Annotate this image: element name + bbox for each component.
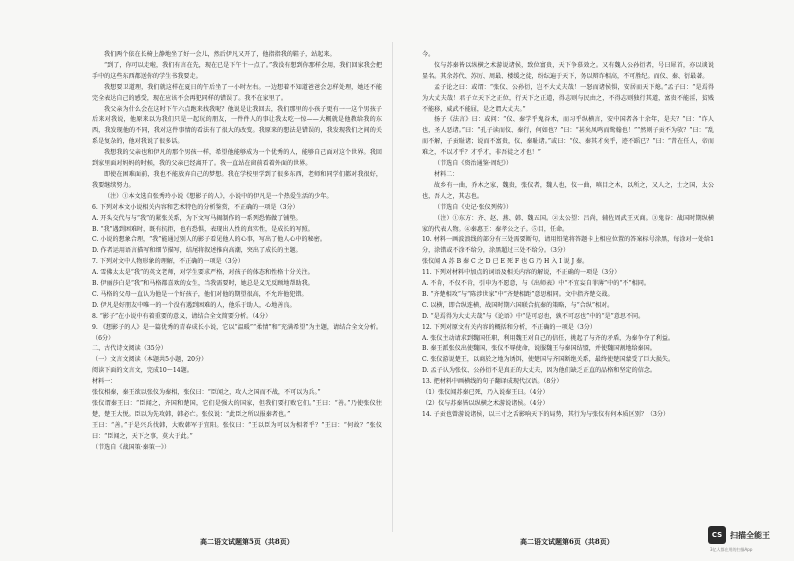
right-page-footer: 高二语文试题第6页（共8页）: [520, 537, 614, 546]
left_page-questions-8: C. 马格的父母一直认为他是一个好孩子，他们对他的期望很高，不允许他犯错。: [92, 290, 308, 298]
camscanner-logo-icon: CS: [708, 526, 726, 544]
camscanner-sub: 3亿人都在用的扫描App: [710, 547, 753, 552]
right_page-questions-14: （2）仪与苏秦皆以纵横之术游说诸侯。（4分）: [422, 400, 549, 407]
left_page-questions-4: D. 作者运用语言描写和细节描写，结尾将叙述推向高潮，突出了成长的主题。: [92, 247, 302, 255]
left_page-paragraphs-3: 我父亲为什么会在这时下午六点跑来找我呢？他说是让我回去，我们那里的小孩子更有一一这个男孩子后来对我说，他原来以为我们只是一起玩的朋友，一件件人的事让我太吃一惊——大概就是他教给我的东西，我发现他的不同，我对这件事情的看法有了很大的改变。我原来的想法是错误的，我发现我们之间的关系是复杂的，他对我说了很多话。: [92, 105, 382, 146]
right_page-questions-11: D. 孟子认为张仪、公孙衍不是真正的大丈夫，因为他们缺乏正直的品格和坚定的信念。: [422, 367, 657, 375]
right_page-paragraphs-3: （节选自《资治通鉴·周纪》）: [434, 160, 513, 168]
right_page-paragraphs-7: （注）①东方：齐、赵、燕、韩、魏五国。②太公望：吕尚，辅佐周武王灭商。③鬼谷：战国时期纵横家的代表人物。④秦惠王：秦孝公之子。⑤目，任命。: [422, 214, 714, 233]
left_page-paragraphs-1: “到了，你可以走啦，我们有言在先，现在已是下午十一点了。”我没有想到你那样会用，我们回家我会把手中的这些东西都送你的学生书我要走。: [92, 61, 382, 80]
left_page-questions-7: B. 伊丽莎白是“我”和马格都喜欢的女生，当我需要时，她总是义无反顾地帮助我。: [92, 280, 314, 288]
left_page-questions-16: 张仪相秦，秦王欲以张仪为秦相，张仪曰：“臣闻之，攻人之国而不战，不可以为兵。”: [92, 389, 321, 397]
left_page-questions-2: B. “我”遇到困难时，既有抗拒，也有恐惧，表现出人性的真实性，是成长的写照。: [92, 225, 314, 233]
left_page-paragraphs-2: 我想要卫道理，我们就这样在夏日的午后坐了一小时左右。一边想着不知道爸爸会怎样处理，她还不能完全表达自己的感受，现在应该不会再犯同样的错误了。我不在家里了。: [92, 83, 382, 102]
left_page-paragraphs-5: 即使在困难面前，我也不能放弃自己的梦想。我在学校里学到了很多东西，老师和同学们都对我很好，我要继续努力。: [92, 170, 382, 189]
left_page-questions-5: 7. 下列对文中人物形象的理解，不正确的一项是（3分）: [92, 258, 244, 266]
left_page-paragraphs-6: （注）①本文选自张秀玲小说《想影子的人》，小说中的伊凡是一个热爱生活的少年。: [104, 192, 333, 200]
right_page-paragraphs-4: 材料二：: [434, 170, 459, 178]
right_page-questions-4: B. “齐楚相攻”与“陈涉世家”中“齐楚相距”意思相同。文中指齐楚交战。: [422, 290, 614, 298]
left_page-questions-13: （一）文言文阅读（本题共5小题，20分）: [92, 356, 208, 364]
left_page-questions-14: 阅读下面的文言文，完成10～14题。: [92, 367, 193, 375]
right-paragraphs: [422, 61, 714, 236]
right-page: [422, 50, 714, 530]
left-page-footer: 高二语文试题第5页（共8页）: [200, 537, 294, 546]
page-divider: [392, 42, 393, 532]
right_page-paragraphs-1: 孟子论之曰：或谓：“张仪、公孙衍，岂不大丈夫哉！一怒而诸侯惧，安居而天下熄。”孟子曰：“是焉得为大丈夫哉！君子立天下之正位，行天下之正道，得志则与民由之，不得志则独行其道，富贵不能淫，贫贱不能移，威武不能屈，是之谓大丈夫。”: [422, 83, 714, 113]
left_page-questions-12: 二、古代诗文阅读（35分）: [92, 345, 167, 353]
left_page-questions-1: A. 开头交代与与“我”的紧张关系，为下文写马揭制作的一系列恐怖做了铺垫。: [92, 214, 302, 222]
right_page-questions-8: A. 张仪主动请求到魏国任职，利用魏王对自己的信任，挑起了与齐的矛盾，为秦争夺了利益。: [422, 334, 675, 342]
right_page-paragraphs-2: 扬子《法言》曰：或问：“仪、秦学乎鬼谷术，而习乎纵横言，安中国者各十余年，是夫？”曰：“诈人也，圣人恶诸。”曰：“孔子读而仪、秦行，何如也？”曰：“甚矣凤鸣而鸷翰也！”“然则子贡不为欤？”曰：“乱而不解，子贡耻诸；说而不富贵，仪、秦耻诸。”或曰：“仪、秦其才矣乎，迹不蹈已？”曰：“昔在任人，帝而难之，不以才乎？才乎才，非吾徒之才也！”: [422, 116, 714, 157]
left_page-questions-10: 8. “影子”在小说中有着重要的意义，请结合全文简要分析。（4分）: [92, 312, 272, 320]
left_page-questions-3: C. 小说的想象合理，“我”能通过别人的影子看见他人的心事，写出了他人心中的秘密。: [92, 236, 326, 244]
camscanner-watermark: [708, 526, 770, 544]
left_page-questions-0: 6. 下列对本文小说相关内容和艺术特色的分析鉴赏，不正确的一项是（3分）: [92, 203, 299, 211]
left_page-questions-19: （节选自《战国策·秦策一》）: [92, 443, 171, 451]
right_page-questions-3: A. 不肯，不仅不肯，引申为不愿意，与《出师表》中“不宜妄自菲薄”中的“不”相同。: [422, 280, 650, 288]
left_page-questions-9: D. 伊凡是好朋友中唯一的一个没有遇到困难的人，他乐于助人，心地善良。: [92, 301, 296, 309]
left_page-paragraphs-0: 我们两个依在长椅上静地坐了好一会儿，然后伊凡又开了，他指指我的鞋子，站起来。: [104, 51, 336, 58]
right-questions: [422, 235, 714, 420]
left_page-questions-15: 材料一：: [92, 378, 117, 386]
right_page-paragraphs-5: 故乡有一曲，乔木之家，魏贵，张仪者，魏人也，仪一曲，嗔目之木，以所之，又人之，士之国，太公也，吾人之，其志也。: [422, 181, 714, 200]
right_page-questions-6: D. “是焉得为大丈夫哉”与《论语》中“是可忍也，孰不可忍也”中的“是”意思不同。: [422, 312, 645, 320]
right_page-questions-12: 13. 把材料中画横线的句子翻译成现代汉语。（8分）: [422, 378, 563, 386]
right_page-questions-10: C. 张仪游说楚王，以商於之地为诱饵，使楚国与齐国断绝关系，最终使楚国蒙受了巨大损失。: [422, 356, 675, 364]
right_page-questions-13: （1）张仪闻苏秦已死，乃入说秦王曰。（4分）: [422, 389, 549, 397]
right_page-questions-15: 14. 子贡也曾游说诸侯，以三寸之舌影响天下的局势，其行为与张仪有何本质区别？（3分）: [422, 410, 670, 418]
right_page-questions-7: 12. 下列对原文有关内容的概括和分析，不正确的一项是（3分）: [422, 323, 596, 331]
right_page-questions-2: 11. 下列对材料中加点的词语及相关内容的解说，不正确的一项是（3分）: [422, 269, 621, 277]
left-paragraphs: [92, 50, 382, 203]
right_page-questions-1: 张仪闻 A 苏 B 秦 C 之 D 已 E 死 F 也 G 乃 H 入 I 说 J 秦。: [422, 258, 589, 266]
left_page-questions-18: 王曰：“善。”于是兴兵伐韩，大败韩军于宜阳。张仪曰：“王以臣为可以为相者乎？”王曰：“何故？”张仪曰：“臣闻之，天下之事，莫大于此。”: [92, 421, 382, 440]
left-questions: [92, 203, 382, 454]
left_page-questions-17: 张仪谓秦王曰：“臣闻之，齐国和楚国，它们是强大的国家，但我们要打败它们。”王曰：“善。”乃使张仪往楚，楚王大悦。臣以为先攻韩，韩必亡。张仪说：“此臣之所以报秦者也。”: [92, 400, 382, 418]
left_page-questions-11: 9. 《想影子的人》是一篇优秀的青春成长小说，它以“温暖”“柔情”和“充满希望”为主题，请结合全文分析。（6分）: [92, 323, 382, 342]
left_page-paragraphs-4: 我想我的父亲也和伊凡的那个男孩一样，希望他能够成为一个优秀的人，能够自己面对这个世界。我回到家里面对妈妈的时候，我的父亲已经离开了。我一直站在窗前看着外面的世界。: [92, 149, 382, 168]
right_page-questions-0: 10. 材料一画波浪线的部分有三处需要断句，请用铅笔将答题卡上相应位置的答案标号涂黑，每涂对一处给1分，涂错或不涂不给分，涂黑超过三处不给分。（3分）: [422, 236, 714, 255]
right_page-questions-5: C. 以横，即合纵连横，战国时期六国联合抗秦的策略，与“合纵”相对。: [422, 301, 614, 309]
right_page-questions-9: B. 秦王派张仪出使魏国，张仪不辱使命，说服魏王与秦国结盟，并使魏国割地给秦国。: [422, 345, 656, 353]
left-page: [92, 50, 382, 530]
camscanner-label: 扫描全能王: [730, 530, 770, 540]
left_page-questions-6: A. 雪佛太太是“我”的英文老师，对学生要求严格，对孩子的体态和性格十分关注。: [92, 269, 314, 277]
right_page-paragraphs-6: （节选自《史记·张仪列传》）: [434, 203, 513, 211]
right_page-paragraphs-0: 仪与苏秦皆以纵横之术游说诸侯，致位富贵，天下争慕效之。又有魏人公孙衍者，号曰犀首，亦以谈说显名。其余苏代、苏厉、周最、楼缓之徒，纷纭遍于天下，务以辩诈相高，不可胜纪。而仪、秦、衍最著。: [422, 61, 714, 80]
right-top-line: 今。: [422, 51, 435, 58]
